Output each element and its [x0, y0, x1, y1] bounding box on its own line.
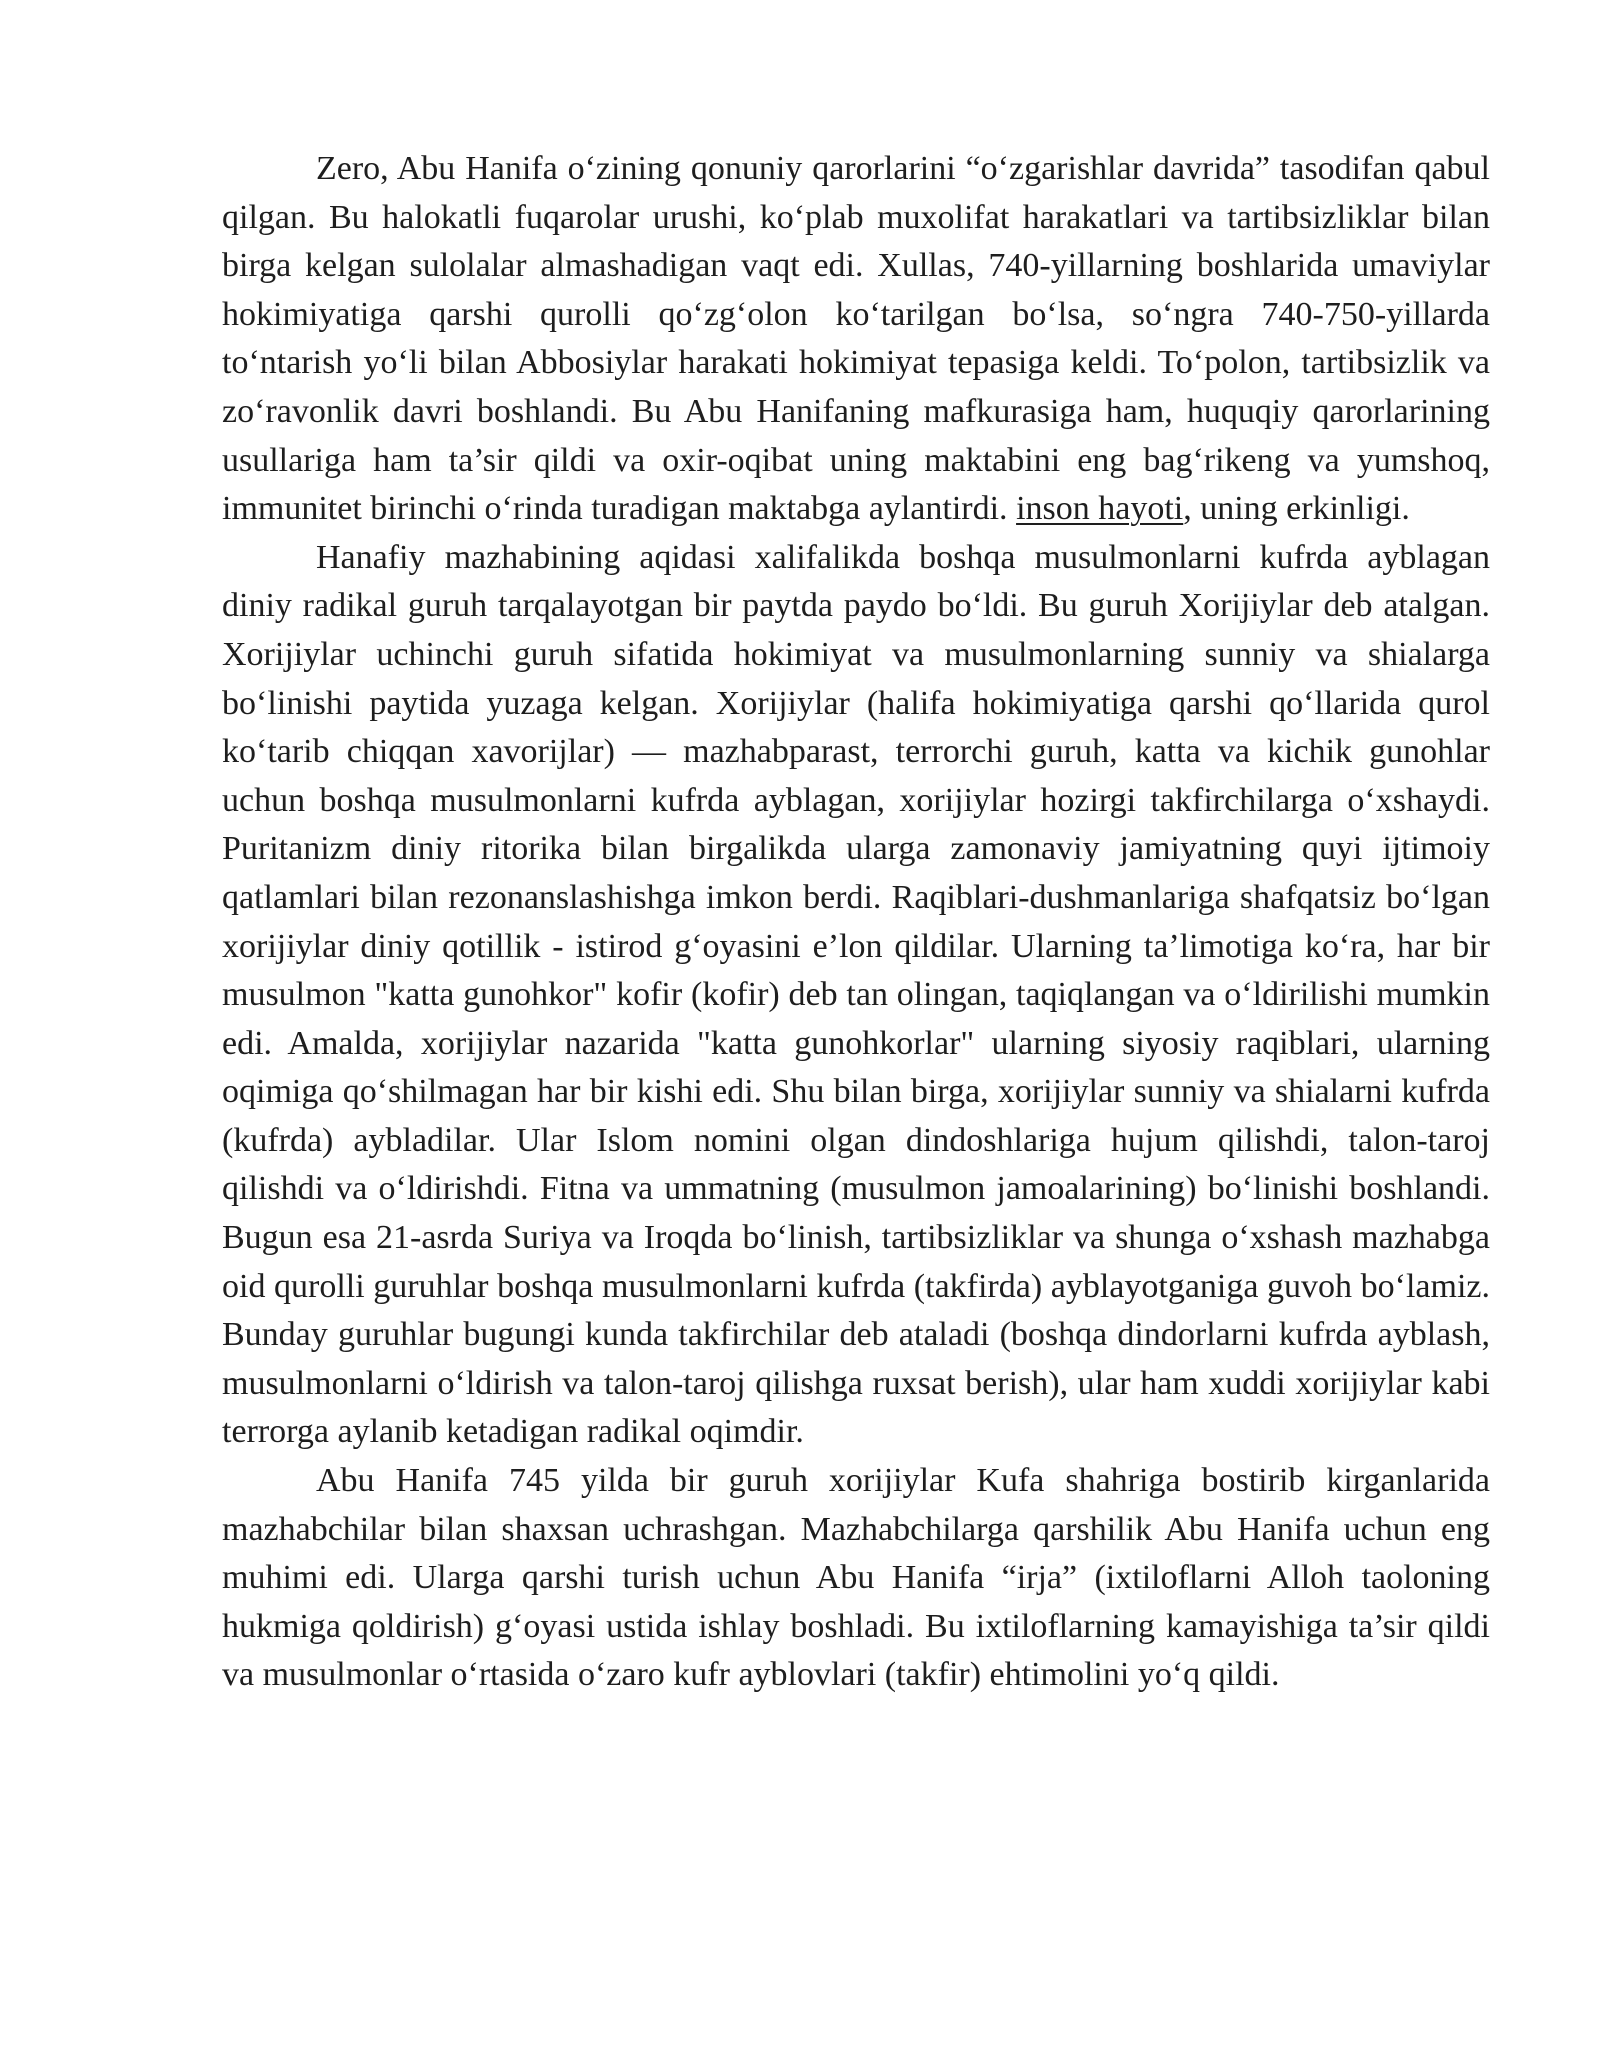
- paragraph-2: Hanafiy mazhabining aqidasi xalifalikda boshqa musulmonlarni kufrda ayblagan diniy radikal guruh tarqalayotgan bir paytda paydo bo‘ldi. Bu guruh Xorijiylar deb atalgan. Xorijiylar uchinchi guruh sifatida hokimiyat va musulmonlarning sunniy va shialarga bo‘linishi paytida yuzaga kelgan. Xorijiylar (halifa hokimiyatiga qarshi qo‘llarida qurol ko‘tarib chiqqan xavorijlar) — mazhabparast, terrorchi guruh, katta va kichik gunohlar uchun boshqa musulmonlarni kufrda ayblagan, xorijiylar hozirgi takfirchilarga o‘xshaydi. Puritanizm diniy ritorika bilan birgalikda ularga zamonaviy jamiyatning quyi ijtimoiy qatlamlari bilan rezonanslashishga imkon berdi. Raqiblari-dushmanlariga shafqatsiz bo‘lgan xorijiylar diniy qotillik - istirod g‘oyasini e’lon qildilar. Ularning ta’limotiga ko‘ra, har bir musulmon "katta gunohkor" kofir (kofir) deb tan olingan, taqiqlangan va o‘ldirilishi mumkin edi. Amalda, xorijiylar nazarida "katta gunohkorlar" ularning siyosiy raqiblari, ularning oqimiga qo‘shilmagan har bir kishi edi. Shu bilan birga, xorijiylar sunniy va shialarni kufrda (kufrda) aybladilar. Ular Islom nomini olgan dindoshlariga hujum qilishdi, talon-taroj qilishdi va o‘ldirishdi. Fitna va ummatning (musulmon jamoalarining) bo‘linishi boshlandi. Bugun esa 21-asrda Suriya va Iroqda bo‘linish, tartibsizliklar va shunga o‘xshash mazhabga oid qurolli guruhlar boshqa musulmonlarni kufrda (takfirda) ayblayotganiga guvoh bo‘lamiz. Bunday guruhlar bugungi kunda takfirchilar deb ataladi (boshqa dindorlarni kufrda ayblash, musulmonlarni o‘ldirish va talon-taroj qilishga ruxsat berish), ular ham xuddi xorijiylar kabi terrorga aylanib ketadigan radikal oqimdir.: [222, 538, 1490, 1451]
- paragraph-1-text: Zero, Abu Hanifa o‘zining qonuniy qarorlarini “o‘zgarishlar davrida” tasodifan qabul qilgan. Bu halokatli fuqarolar urushi, ko‘plab muxolifat harakatlari va tartibsizliklar bilan birga kelgan sulolalar almashadigan vaqt edi. Xullas, 740-yillarning boshlarida umaviylar hokimiyatiga qarshi qurolli qo‘zg‘olon ko‘tarilgan bo‘lsa, so‘ngra 740-750-yillarda to‘ntarish yo‘li bilan Abbosiylar harakati hokimiyat tepasiga keldi. To‘polon, tartibsizlik va zo‘ravonlik davri boshlandi. Bu Abu Hanifaning mafkurasiga ham, huquqiy qarorlarining usullariga ham ta’sir qildi va oxir-oqibat uning maktabini eng bag‘rikeng va yumshoq, immunitet birinchi o‘rinda turadigan maktabga aylantirdi.: [222, 150, 1490, 528]
- document-page: [222, 145, 1490, 1700]
- paragraph-1: [222, 145, 1490, 534]
- inson-hayoti-link[interactable]: inson hayoti: [1016, 490, 1184, 528]
- paragraph-1-tail: , uning erkinligi.: [1183, 490, 1410, 528]
- paragraph-3: Abu Hanifa 745 yilda bir guruh xorijiylar Kufa shahriga bostirib kirganlarida mazhabchilar bilan shaxsan uchrashgan. Mazhabchilarga qarshilik Abu Hanifa uchun eng muhimi edi. Ularga qarshi turish uchun Abu Hanifa “irja” (ixtiloflarni Alloh taoloning hukmiga qoldirish) g‘oyasi ustida ishlay boshladi. Bu ixtiloflarning kamayishiga ta’sir qildi va musulmonlar o‘rtasida o‘zaro kufr ayblovlari (takfir) ehtimolini yo‘q qildi.: [222, 1462, 1490, 1694]
